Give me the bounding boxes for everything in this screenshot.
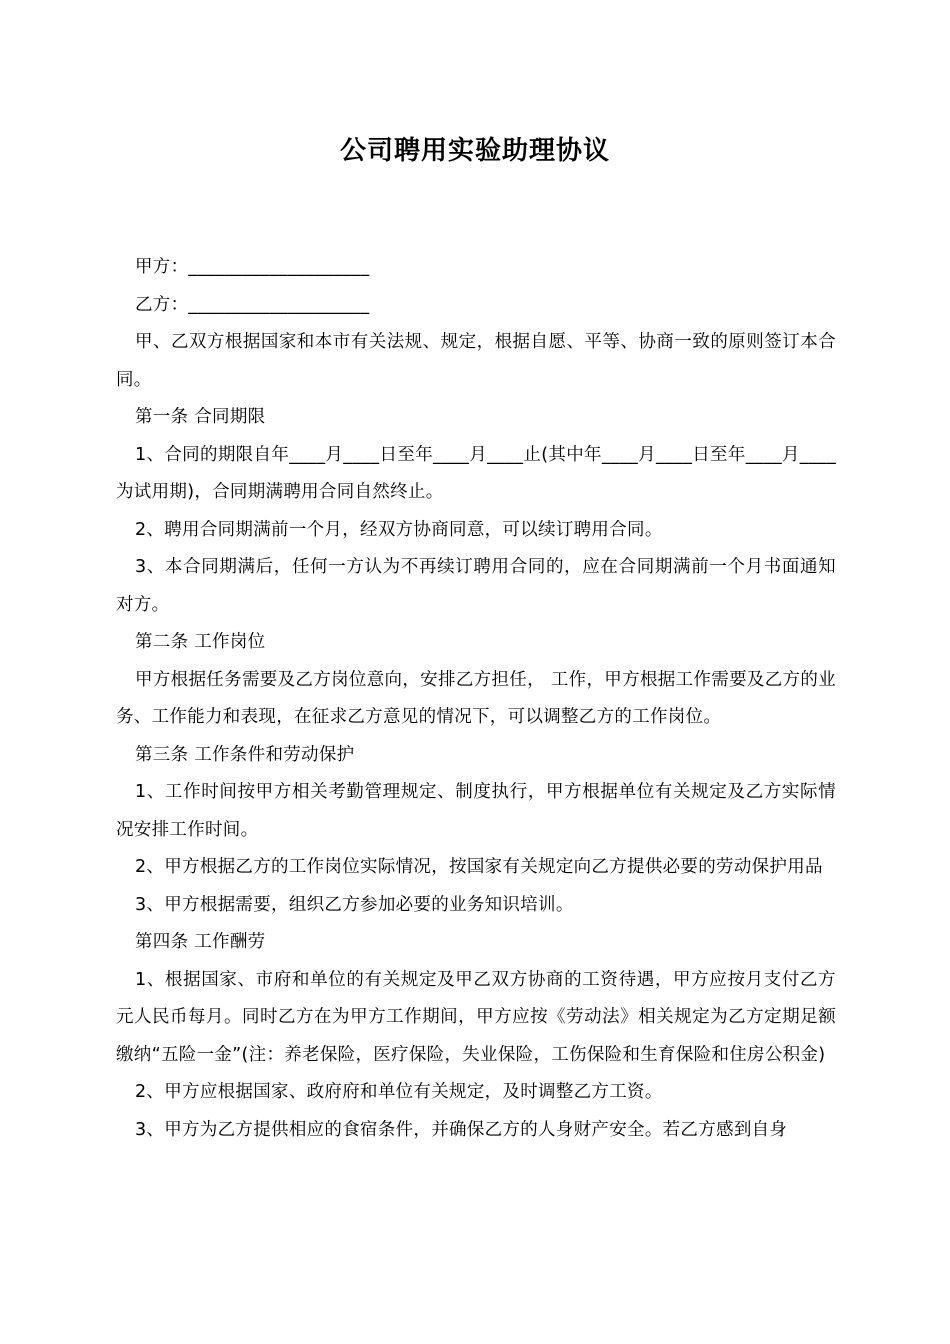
clause-paragraph: 3、本合同期满后，任何一方认为不再续订聘用合同的，应在合同期满前一个月书面通知对方。 [116,557,836,615]
clause-paragraph: 2、甲方应根据国家、政府府和单位有关规定，及时调整乙方工资。 [135,1082,663,1102]
clause-paragraph: 2、甲方根据乙方的工作岗位实际情况，按国家有关规定向乙方提供必要的劳动保护用品 [135,857,823,877]
clause-paragraph: 1、合同的期限自年____月____日至年____月____止(其中年____月____日至年____月____为试用期)，合同期满聘用合同自然终止。 [116,444,836,502]
clause-paragraph: 3、甲方根据需要，组织乙方参加必要的业务知识培训。 [135,894,574,915]
article-heading: 第一条 合同期限 [135,407,266,427]
party-b-line: 乙方：____________________ [135,294,370,315]
article-heading: 第二条 工作岗位 [135,632,266,652]
party-a-line: 甲方：____________________ [135,257,370,277]
clause-paragraph: 甲方根据任务需要及乙方岗位意向，安排乙方担任， 工作，甲方根据工作需要及乙方的业务、工作能力和表现，在征求乙方意见的情况下，可以调整乙方的工作岗位。 [116,669,836,727]
document-body [116,249,836,1149]
preamble-paragraph: 甲、乙双方根据国家和本市有关法规、规定，根据自愿、平等、协商一致的原则签订本合同。 [116,332,836,390]
article-heading: 第三条 工作条件和劳动保护 [135,744,355,765]
clause-paragraph: 2、聘用合同期满前一个月，经双方协商同意，可以续订聘用合同。 [135,519,663,540]
clause-paragraph: 1、根据国家、市府和单位的有关规定及甲乙双方协商的工资待遇，甲方应按月支付乙方 元人民币每月。同时乙方在为甲方工作期间，甲方应按《劳动法》相关规定为乙方定期足额缴纳“五险一金”(注：养老保险，医疗保险，失业保险，工伤保险和生育保险和住房公积金) [116,969,836,1065]
article-heading: 第四条 工作酬劳 [135,932,266,952]
clause-paragraph: 3、甲方为乙方提供相应的食宿条件，并确保乙方的人身财产安全。若乙方感到自身 [135,1119,788,1140]
document-title: 公司聘用实验助理协议 [339,136,610,166]
clause-paragraph: 1、工作时间按甲方相关考勤管理规定、制度执行，甲方根据单位有关规定及乙方实际情况安排工作时间。 [116,782,836,840]
